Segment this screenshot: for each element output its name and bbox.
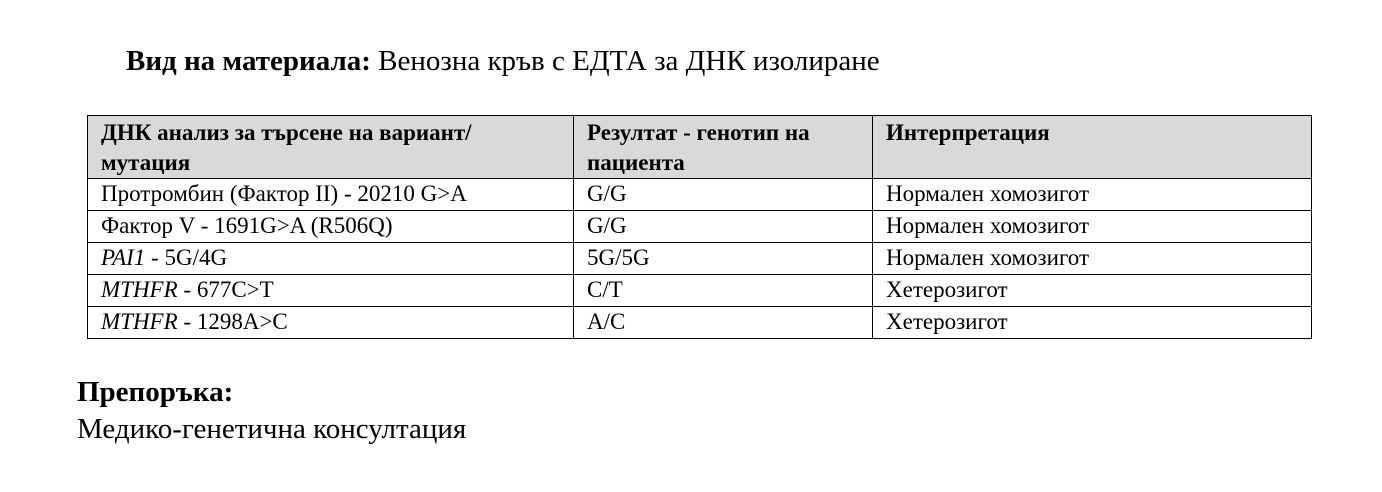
variant-cell bbox=[88, 275, 574, 307]
table-row bbox=[88, 211, 1312, 243]
variant-text: Протромбин (Фактор II) - 20210 G>A bbox=[101, 181, 467, 206]
interpretation-cell: Хетерозигот bbox=[873, 307, 1312, 339]
gene-name: MTHFR bbox=[101, 309, 178, 334]
variant-cell bbox=[88, 211, 574, 243]
variant-text: - 677C>T bbox=[177, 277, 274, 302]
variant-cell bbox=[88, 307, 574, 339]
header-dna-analysis: ДНК анализ за търсене на вариант/мутация bbox=[88, 116, 574, 179]
genotype-cell: 5G/5G bbox=[574, 243, 873, 275]
gene-name: MTHFR bbox=[101, 277, 178, 302]
recommendation-heading: Препоръка: bbox=[77, 376, 234, 408]
interpretation-cell: Нормален хомозигот bbox=[873, 243, 1312, 275]
genotype-cell: A/C bbox=[574, 307, 873, 339]
material-type-label: Вид на материала: bbox=[126, 45, 371, 77]
interpretation-cell: Нормален хомозигот bbox=[873, 179, 1312, 211]
interpretation-cell: Нормален хомозигот bbox=[873, 211, 1312, 243]
material-type-line bbox=[126, 44, 880, 78]
header-genotype-result: Резултат - генотип на пациента bbox=[574, 116, 873, 179]
recommendation-text: Медико-генетична консултация bbox=[77, 413, 467, 445]
variant-cell bbox=[88, 243, 574, 275]
genotype-cell: G/G bbox=[574, 179, 873, 211]
dna-results-table bbox=[87, 115, 1312, 339]
header-interpretation: Интерпретация bbox=[873, 116, 1312, 179]
table-header-row bbox=[88, 116, 1312, 179]
table-row bbox=[88, 243, 1312, 275]
table-row bbox=[88, 307, 1312, 339]
variant-cell bbox=[88, 179, 574, 211]
table-row bbox=[88, 275, 1312, 307]
genotype-cell: G/G bbox=[574, 211, 873, 243]
genotype-cell: C/T bbox=[574, 275, 873, 307]
variant-text: - 1298A>C bbox=[177, 309, 288, 334]
variant-text: - 5G/4G bbox=[145, 245, 228, 270]
gene-name: PAI1 bbox=[101, 245, 146, 270]
material-type-value: Венозна кръв с ЕДТА за ДНК изолиране bbox=[378, 45, 880, 77]
variant-text: Фактор V - 1691G>A (R506Q) bbox=[101, 213, 393, 238]
interpretation-cell: Хетерозигот bbox=[873, 275, 1312, 307]
table-row bbox=[88, 179, 1312, 211]
